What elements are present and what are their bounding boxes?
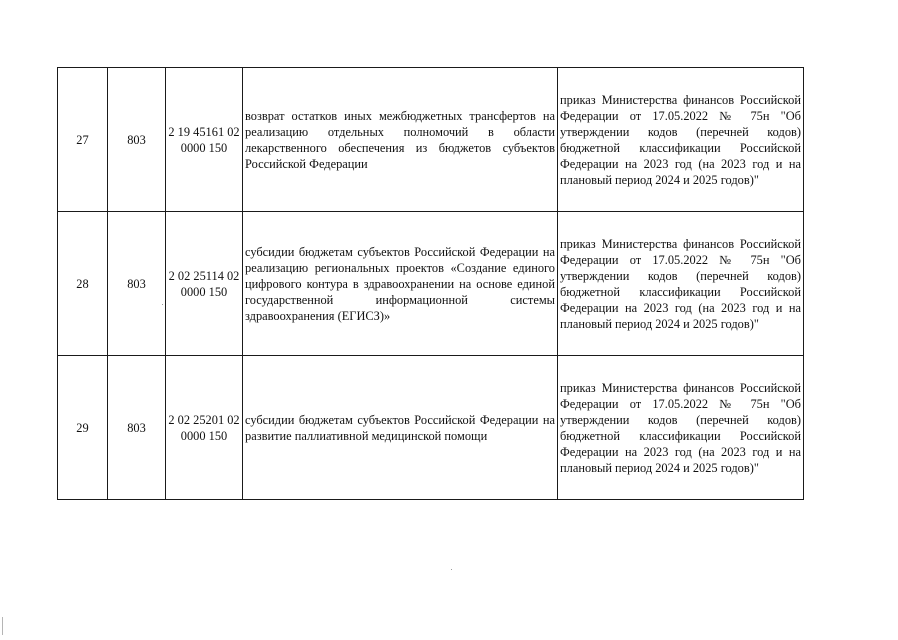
- revenue-name-cell: [243, 68, 558, 212]
- administrator-code: 803: [108, 68, 166, 212]
- legal-basis: приказ Министерства финансов Российской Федерации от 17.05.2022 № 75н "Об утверждении кодов (перечней кодов) бюджетной классификации Российской Федерации на 2023 год (на 2023 год и на плановый период 2024 и 2025 годов)": [560, 380, 801, 475]
- row-number: 28: [58, 212, 108, 356]
- revenue-name: субсидии бюджетам субъектов Российской Федерации на развитие паллиативной медицинской помощи: [245, 412, 555, 443]
- budget-classification-code: 2 19 45161 02 0000 150: [166, 68, 243, 212]
- legal-basis-cell: [558, 212, 804, 356]
- legal-basis: приказ Министерства финансов Российской Федерации от 17.05.2022 № 75н "Об утверждении кодов (перечней кодов) бюджетной классификации Российской Федерации на 2023 год (на 2023 год и на плановый период 2024 и 2025 годов)": [560, 92, 801, 187]
- revenue-name: возврат остатков иных межбюджетных трансфертов на реализацию отдельных полномочий в области лекарственного обеспечения из бюджетов субъектов Российской Федерации: [245, 108, 555, 171]
- scan-speck: [162, 304, 163, 305]
- revenue-name: субсидии бюджетам субъектов Российской Федерации на реализацию региональных проектов «Создание единого цифрового контура в здравоохранении на основе единой государственной информационной системы здравоохранения (ЕГИСЗ)»: [245, 244, 555, 323]
- revenue-name-cell: [243, 212, 558, 356]
- legal-basis: приказ Министерства финансов Российской Федерации от 17.05.2022 № 75н "Об утверждении кодов (перечней кодов) бюджетной классификации Российской Федерации на 2023 год (на 2023 год и на плановый период 2024 и 2025 годов)": [560, 236, 801, 331]
- revenue-codes-table: [57, 67, 804, 500]
- administrator-code: 803: [108, 212, 166, 356]
- legal-basis-cell: [558, 68, 804, 212]
- legal-basis-cell: [558, 356, 804, 500]
- revenue-name-cell: [243, 356, 558, 500]
- table-row: [58, 68, 804, 212]
- scan-edge-mark: [2, 617, 3, 635]
- table-row: [58, 212, 804, 356]
- table-row: [58, 356, 804, 500]
- budget-classification-code: 2 02 25201 02 0000 150: [166, 356, 243, 500]
- budget-classification-code: 2 02 25114 02 0000 150: [166, 212, 243, 356]
- row-number: 29: [58, 356, 108, 500]
- administrator-code: 803: [108, 356, 166, 500]
- scan-speck: [451, 569, 452, 570]
- row-number: 27: [58, 68, 108, 212]
